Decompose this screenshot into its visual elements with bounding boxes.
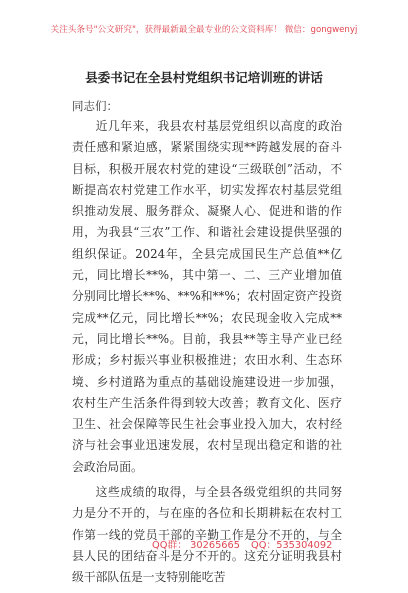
paragraph: 这些成绩的取得，与全县各级党组织的共同努力是分不开的，与在座的各位和长期耕耘在农村工作第一线的党员干部的辛勤工作是分不开的，与全县人民的团结奋斗是分不开的。这充分证明我县村级干部队伍是一支特别能吃苦	[72, 485, 342, 585]
paragraph: 近几年来，我县农村基层党组织以高度的政治责任感和紧迫感，紧紧围绕实现**跨越发展的奋斗目标，积极开展农村党的建设“三级联创”活动，不断提高农村党建工作水平，切实发挥农村基层党组织推动发展、服务群众、凝聚人心、促进和谐的作用，为我县“三农”工作、和谐社会建设提供坚强的组织保证。2024年，全县完成国民生产总值**亿元，同比增长**%，其中第一、二、三产业增加值分别同比增长**%、**%和**%；农村固定资产投资完成**亿元，同比增长**%；农民现金收入完成**元，同比增长**%。目前，我县**等主导产业已经形成；乡村振兴事业积极推进；农田水利、生态环境、乡村道路为重点的基础设施建设进一步加强，农村生产生活条件得到较大改善；教育文化、医疗卫生、社会保障等民生社会事业投入加大，农村经济与社会事业迅速发展，农村呈现出稳定和谐的社会政治局面。	[72, 119, 342, 474]
qq-number: QQ：535304092	[251, 540, 333, 551]
salutation: 同志们：	[72, 99, 118, 113]
document-title: 县委书记在全县村党组织书记培训班的讲话	[85, 70, 323, 85]
document-body	[72, 116, 342, 593]
header-banner: 关注头条号"公文研究"，获得最新最全最专业的公文资料库！ 微信：gongwenyj	[50, 25, 358, 35]
qq-group-number: QQ群： 30265665	[152, 540, 240, 551]
